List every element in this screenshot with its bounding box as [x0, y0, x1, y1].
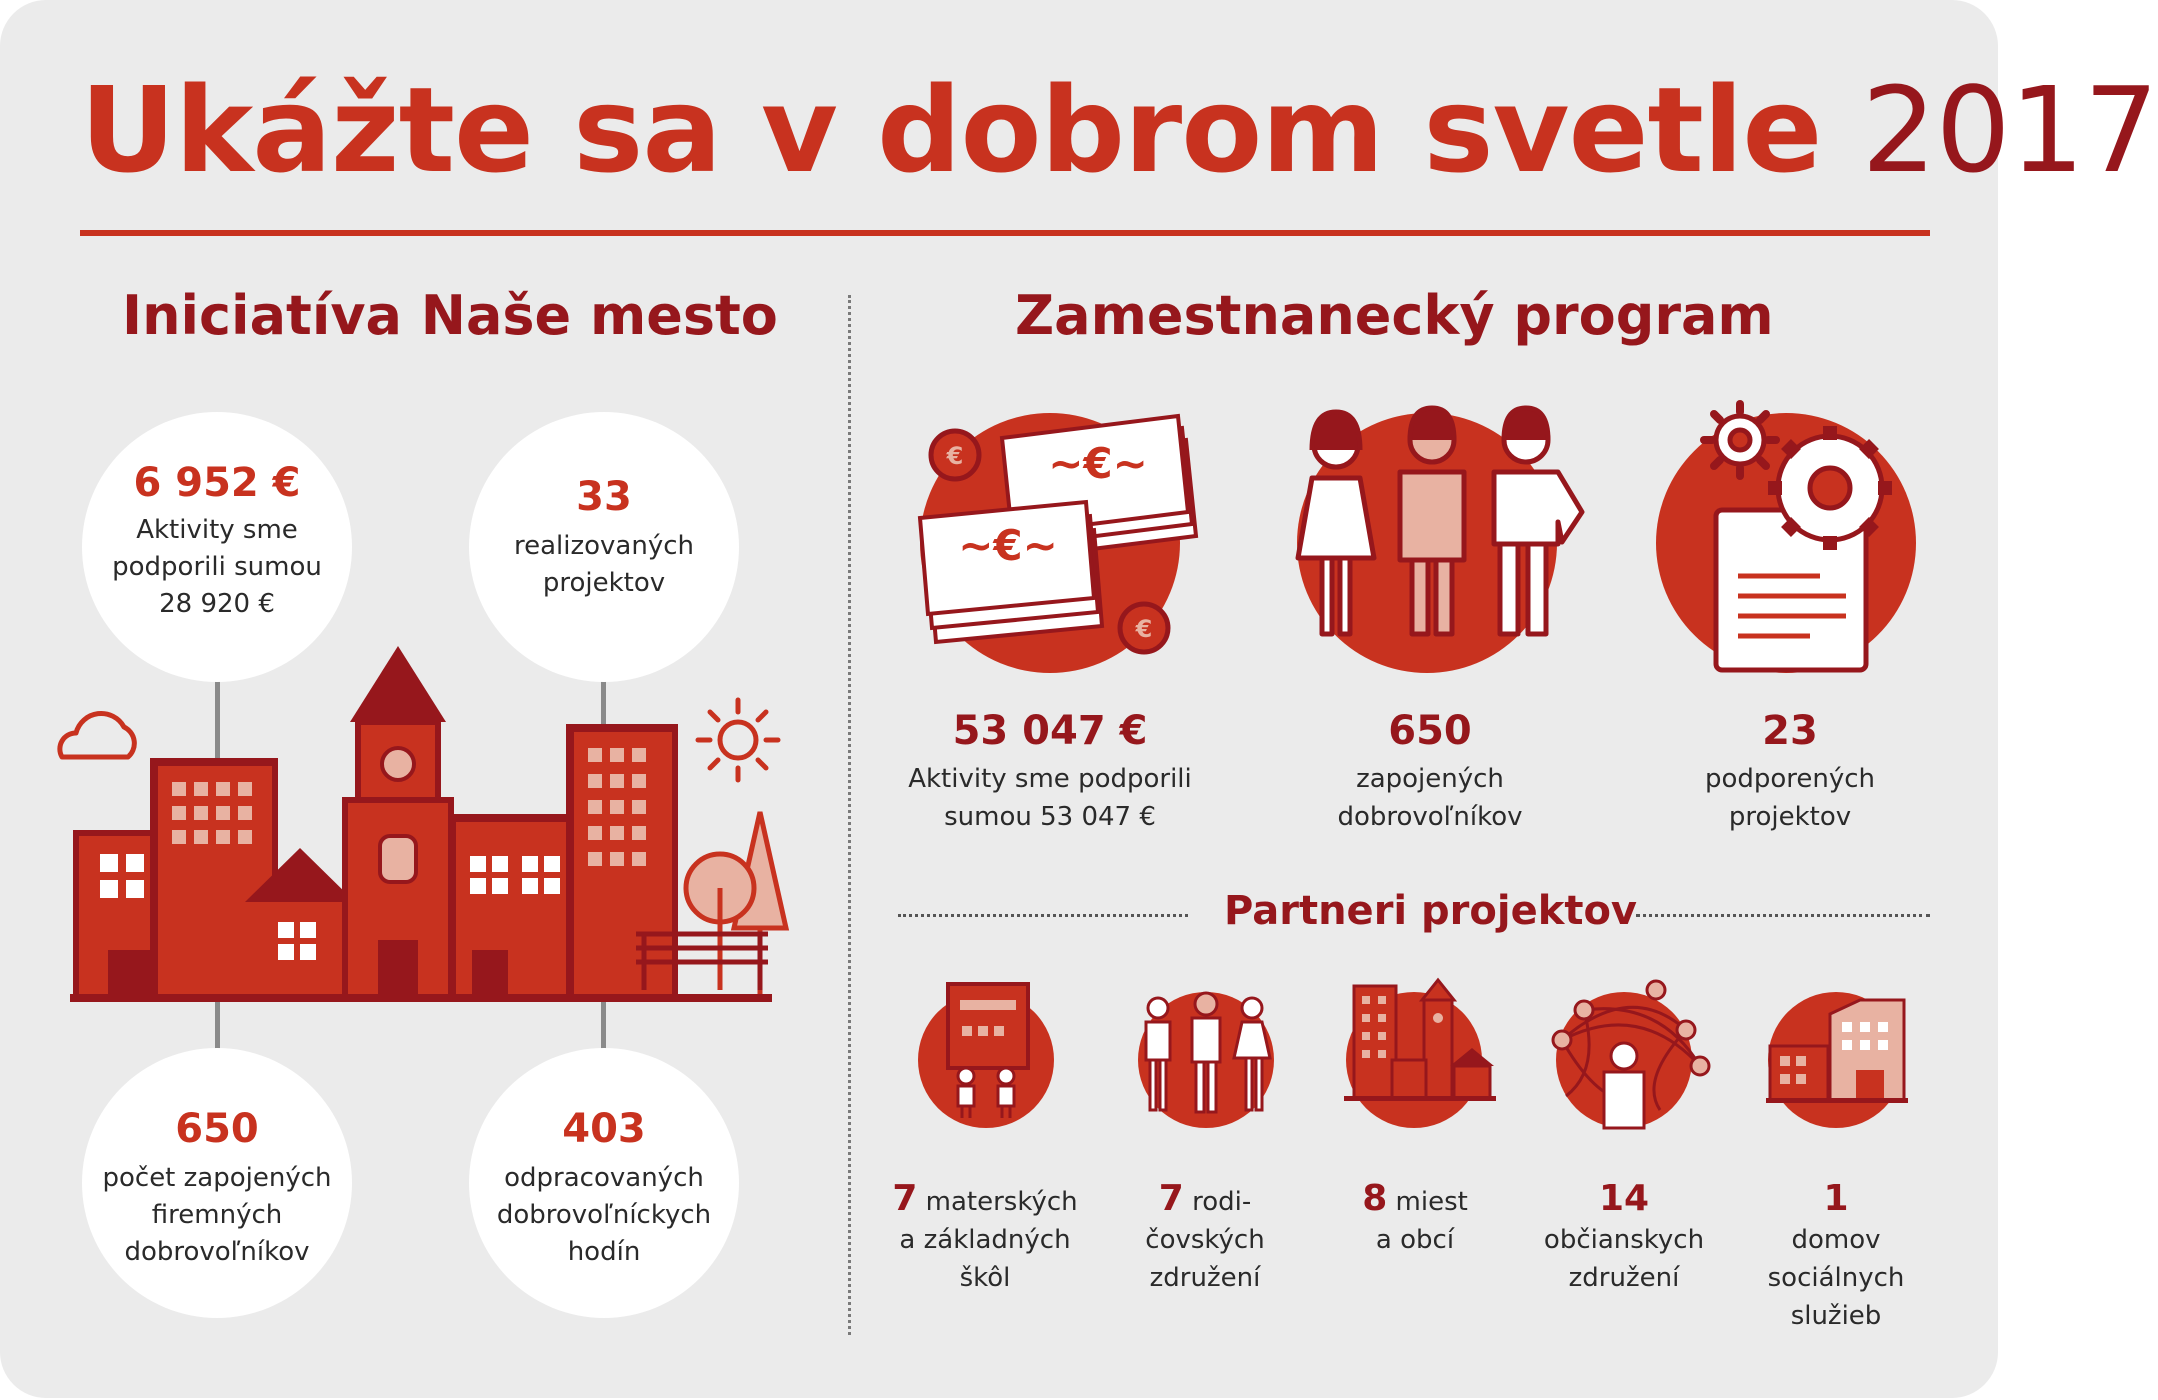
stat-value: 650 — [175, 1106, 259, 1152]
partner-text: čovských — [1145, 1225, 1265, 1255]
svg-text:~€~: ~€~ — [958, 521, 1058, 570]
partner-text: miest — [1395, 1187, 1468, 1217]
partner-count: 14 — [1598, 1178, 1650, 1219]
partner-label-schools — [880, 1180, 1090, 1297]
partners-heading: Partneri projektov — [1224, 888, 1638, 934]
partner-count: 1 — [1823, 1178, 1849, 1219]
network-icon — [1553, 981, 1709, 1128]
partner-text: rodi- — [1192, 1187, 1252, 1217]
stat-label: hodín — [567, 1237, 641, 1267]
partner-text: a základných — [899, 1225, 1071, 1255]
partner-text: služieb — [1790, 1301, 1882, 1331]
right-section-heading: Zamestnanecký program — [1015, 284, 1774, 347]
svg-text:~€~: ~€~ — [1048, 439, 1148, 488]
stat-value: 23 — [1762, 708, 1818, 754]
partner-label-civic — [1524, 1180, 1724, 1297]
svg-text:€: € — [946, 442, 964, 470]
partner-text: a obcí — [1375, 1225, 1455, 1255]
stat-label: firemných — [151, 1200, 283, 1230]
town-icon — [1344, 980, 1496, 1101]
stat-label: dobrovoľníckych — [496, 1200, 712, 1230]
stat-value: 403 — [562, 1106, 646, 1152]
stat-label: Aktivity sme — [136, 515, 298, 545]
partner-count: 7 — [1158, 1178, 1184, 1219]
stat-label: počet zapojených — [102, 1163, 332, 1193]
stat-label: realizovaných — [513, 531, 694, 561]
title-year: 2017 — [1861, 61, 2158, 199]
partner-text: domov — [1791, 1225, 1881, 1255]
stat-label: zapojených — [1356, 764, 1504, 794]
left-section-heading: Iniciatíva Naše mesto — [122, 284, 778, 347]
stat-value: 53 047 € — [952, 708, 1148, 754]
stat-label: dobrovoľníkov — [1337, 802, 1523, 832]
stat-label: dobrovoľníkov — [124, 1237, 310, 1267]
partner-text: združení — [1149, 1263, 1261, 1293]
stat-label: 28 920 € — [159, 589, 275, 619]
stat-label: podporených — [1704, 764, 1876, 794]
stat-label: sumou 53 047 € — [944, 802, 1156, 832]
partner-count: 8 — [1362, 1178, 1388, 1219]
partner-text: občianskych — [1543, 1225, 1705, 1255]
partner-text: združení — [1568, 1263, 1680, 1293]
partner-label-towns — [1320, 1180, 1510, 1259]
family-icon — [1146, 993, 1270, 1112]
title-text: Ukážte sa v dobrom svetle — [80, 61, 1822, 199]
partner-text: materských — [925, 1187, 1078, 1217]
partner-text: škôl — [959, 1263, 1011, 1293]
partner-label-parents — [1110, 1180, 1300, 1297]
stat-value: 33 — [576, 474, 632, 520]
svg-text:€: € — [1135, 615, 1153, 643]
care-home-icon — [1766, 1000, 1908, 1103]
stat-label: projektov — [1728, 802, 1852, 832]
partner-text: sociálnych — [1767, 1263, 1905, 1293]
partner-label-social — [1736, 1180, 1936, 1335]
stat-label: podporili sumou — [112, 552, 322, 582]
partner-count: 7 — [892, 1178, 918, 1219]
stat-label: Aktivity sme podporili — [908, 764, 1192, 794]
school-icon — [948, 984, 1028, 1118]
stat-label: projektov — [542, 568, 666, 598]
stat-value: 650 — [1388, 708, 1472, 754]
stat-value: 6 952 € — [133, 460, 301, 506]
stat-label: odpracovaných — [504, 1163, 704, 1193]
